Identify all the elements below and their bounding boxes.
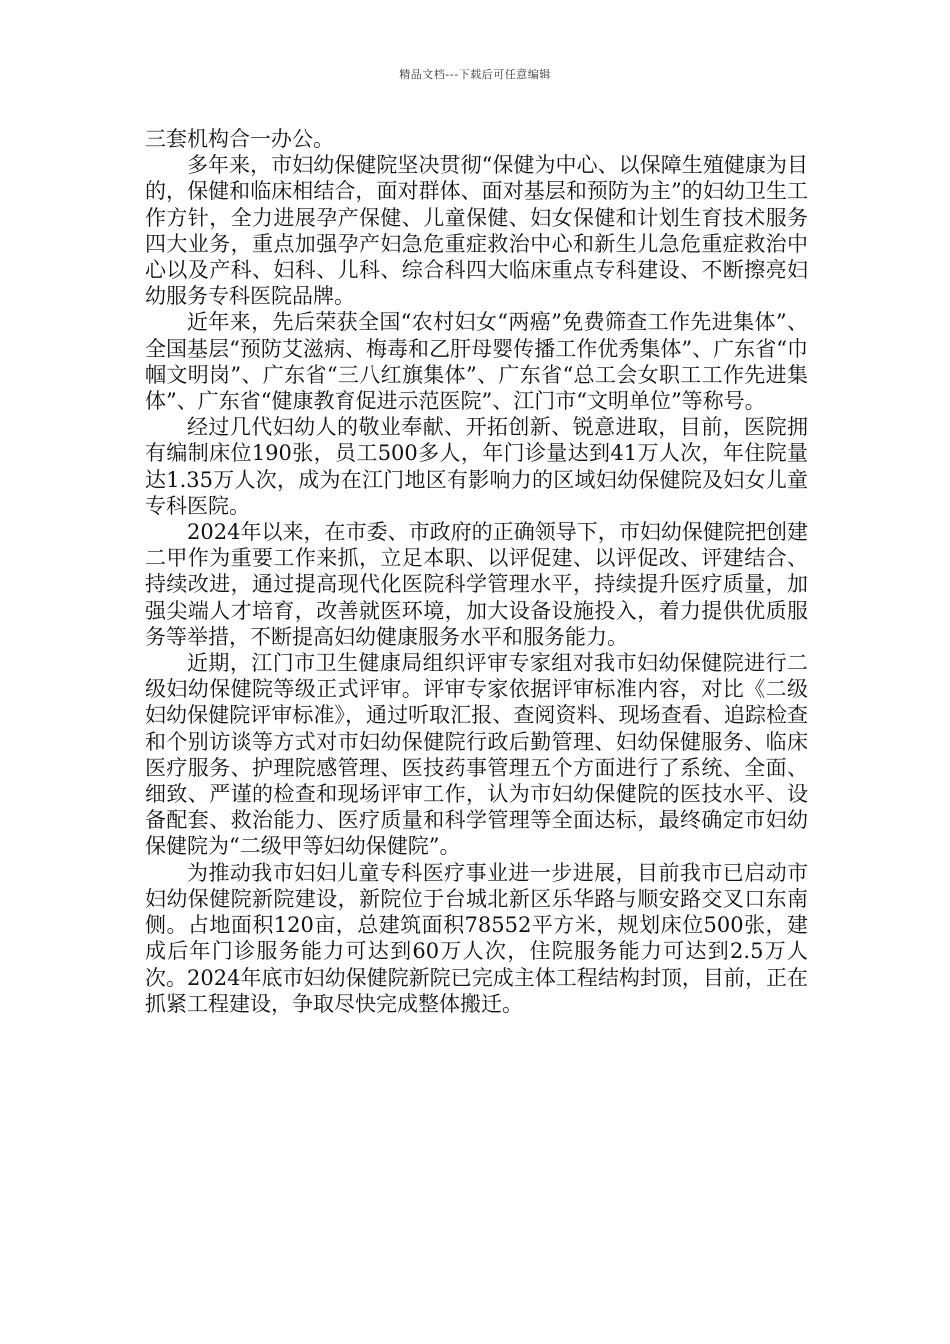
paragraph-honors: 近年来，先后荣获全国“农村妇女“两癌”免费筛查工作先进集体”、全国基层“预防艾滋病、梅毒和乙肝母婴传播工作优秀集体”、广东省“巾帼文明岗”、广东省“三八红旗集体”、广东省“总工会女职工工作先进集体”、广东省“健康教育促进示范医院”、江门市“文明单位”等称号。: [145, 310, 808, 414]
page-header: 精品文档---下载后可任意编辑: [399, 68, 551, 81]
paragraph-hospital-scale: 经过几代妇幼人的敬业奉献、开拓创新、锐意进取，目前，医院拥有编制床位190张，员工500多人，年门诊量达到41万人次，年住院量达1.35万人次，成为在江门地区有影响力的区域妇幼保健院及妇女儿童专科医院。: [145, 415, 808, 518]
paragraph-since-2024: 2024年以来，在市委、市政府的正确领导下，市妇幼保健院把创建二甲作为重要工作来抓，立足本职、以评促建、以评促改、评建结合、持续改进，通过提高现代化医院科学管理水平，持续提升医疗质量，加强尖端人才培育，改善就医环境，加大设备设施投入，着力提供优质服务等举措，不断提高妇幼健康服务水平和服务能力。: [145, 520, 808, 649]
paragraph-evaluation: 近期，江门市卫生健康局组织评审专家组对我市妇幼保健院进行二级妇幼保健院等级正式评审。评审专家依据评审标准内容，对比《二级妇幼保健院评审标准》，通过听取汇报、查阅资料、现场查看、追踪检查和个别访谈等方式对市妇幼保健院行政后勤管理、妇幼保健服务、临床医疗服务、护理院感管理、医技药事管理五个方面进行了系统、全面、细致、严谨的检查和现场评审工作，认为市妇幼保健院的医技水平、设备配套、救治能力、医疗质量和科学管理等全面达标，最终确定市妇幼保健院为“二级甲等妇幼保健院”。: [145, 651, 808, 859]
paragraph-new-campus: 为推动我市妇妇儿童专科医疗事业进一步进展，目前我市已启动市妇幼保健院新院建设，新院位于台城北新区乐华路与顺安路交叉口东南侧。占地面积120亩，总建筑面积78552平方米，规划床位500张，建成后年门诊服务能力可达到60万人次，住院服务能力可达到2.5万人次。2024年底市妇幼保健院新院已完成主体工程结构封顶，目前，正在抓紧工程建设，争取尽快完成整体搬迁。: [145, 860, 808, 1016]
document-body: [145, 126, 808, 1017]
paragraph-work-policy: 多年来，市妇幼保健院坚决贯彻“保健为中心、以保障生殖健康为目的，保健和临床相结合，面对群体、面对基层和预防为主”的妇幼卫生工作方针，全力进展孕产保健、儿童保健、妇女保健和计划生育技术服务四大业务，重点加强孕产妇急危重症救治中心和新生儿急危重症救治中心以及产科、妇科、儿科、综合科四大临床重点专科建设、不断擦亮妇幼服务专科医院品牌。: [145, 153, 808, 309]
paragraph-continuation: 三套机构合一办公。: [145, 127, 334, 151]
